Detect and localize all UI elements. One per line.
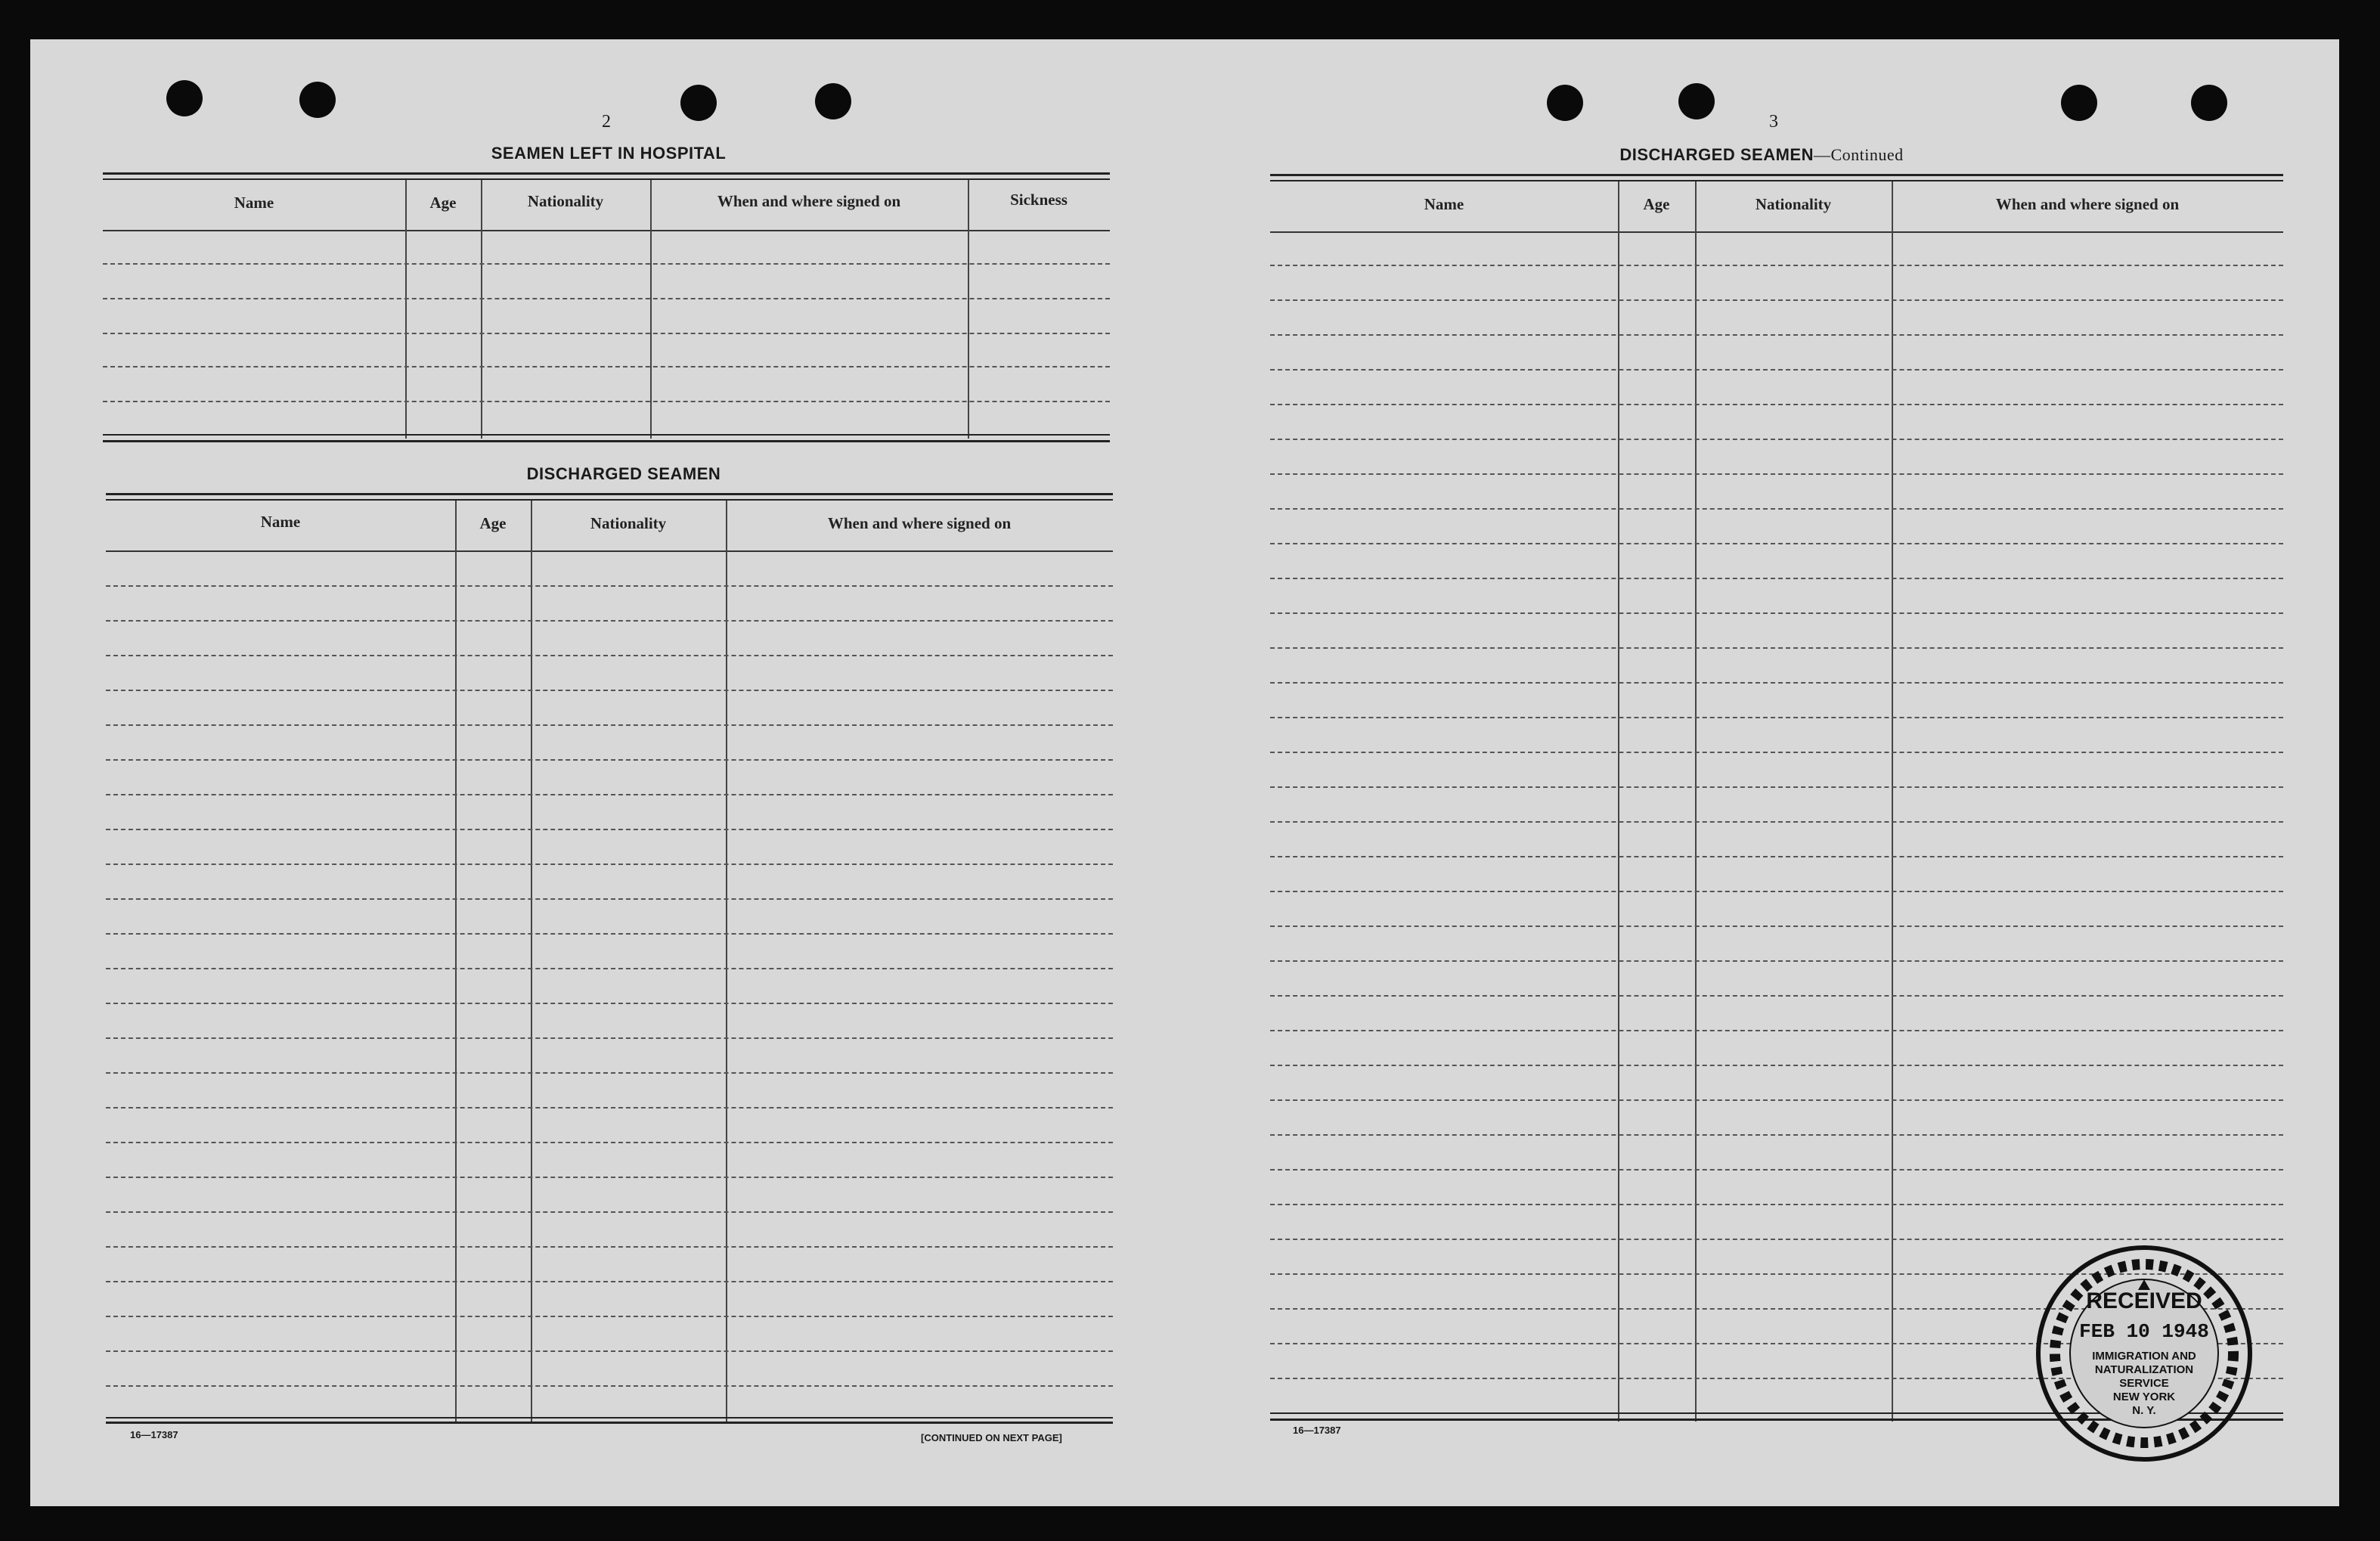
stamp-line-received: RECEIVED bbox=[2086, 1288, 2202, 1313]
hospital-col-name: Name bbox=[234, 194, 274, 212]
discharged-section-title: DISCHARGED SEAMEN bbox=[526, 464, 721, 483]
stamp-line-3: IMMIGRATION AND bbox=[2092, 1350, 2196, 1363]
right-col-nationality: Nationality bbox=[1755, 195, 1832, 213]
received-stamp-graphic bbox=[2031, 1240, 2258, 1467]
discharged-table-right bbox=[1270, 174, 2283, 1425]
hospital-col-nationality: Nationality bbox=[527, 192, 604, 210]
punch-hole-icon bbox=[2061, 85, 2097, 121]
right-section-title-main: DISCHARGED SEAMEN bbox=[1619, 145, 1814, 164]
stamp-line-6: NEW YORK bbox=[2112, 1391, 2176, 1403]
punch-hole-icon bbox=[1547, 85, 1583, 121]
discharged-col-age: Age bbox=[479, 514, 507, 532]
hospital-table bbox=[103, 172, 1110, 445]
hospital-col-sickness: Sickness bbox=[1010, 191, 1068, 209]
stamp-line-date: FEB 10 1948 bbox=[2079, 1320, 2209, 1343]
punch-hole-icon bbox=[1678, 83, 1715, 119]
hospital-col-age: Age bbox=[429, 194, 457, 212]
stamp-line-4: NATURALIZATION bbox=[2094, 1363, 2194, 1376]
right-col-name: Name bbox=[1424, 195, 1464, 213]
right-page-number: 3 bbox=[1769, 112, 1778, 132]
received-stamp bbox=[2031, 1240, 2258, 1467]
discharged-col-name: Name bbox=[260, 513, 301, 531]
right-section-title-suffix: —Continued bbox=[1813, 145, 1904, 164]
right-form-number: 16—17387 bbox=[1293, 1425, 1341, 1436]
right-col-signed-on: When and where signed on bbox=[1995, 195, 2180, 213]
stamp-line-7: N. Y. bbox=[2132, 1404, 2156, 1417]
right-col-age: Age bbox=[1643, 195, 1670, 213]
punch-hole-icon bbox=[166, 80, 203, 116]
hospital-col-signed-on: When and where signed on bbox=[717, 192, 901, 210]
punch-hole-icon bbox=[2191, 85, 2227, 121]
left-form-number: 16—17387 bbox=[130, 1429, 178, 1440]
left-page-number: 2 bbox=[602, 112, 611, 132]
discharged-col-nationality: Nationality bbox=[590, 514, 667, 532]
hospital-section-title: SEAMEN LEFT IN HOSPITAL bbox=[491, 144, 727, 163]
discharged-table-left bbox=[106, 493, 1113, 1423]
stamp-line-5: SERVICE bbox=[2119, 1377, 2169, 1390]
punch-hole-icon bbox=[815, 83, 851, 119]
right-section-title bbox=[1542, 145, 1981, 165]
continued-note: [CONTINUED ON NEXT PAGE] bbox=[921, 1432, 1062, 1443]
discharged-col-signed-on: When and where signed on bbox=[827, 514, 1012, 532]
punch-hole-icon bbox=[299, 82, 336, 118]
punch-hole-icon bbox=[680, 85, 717, 121]
